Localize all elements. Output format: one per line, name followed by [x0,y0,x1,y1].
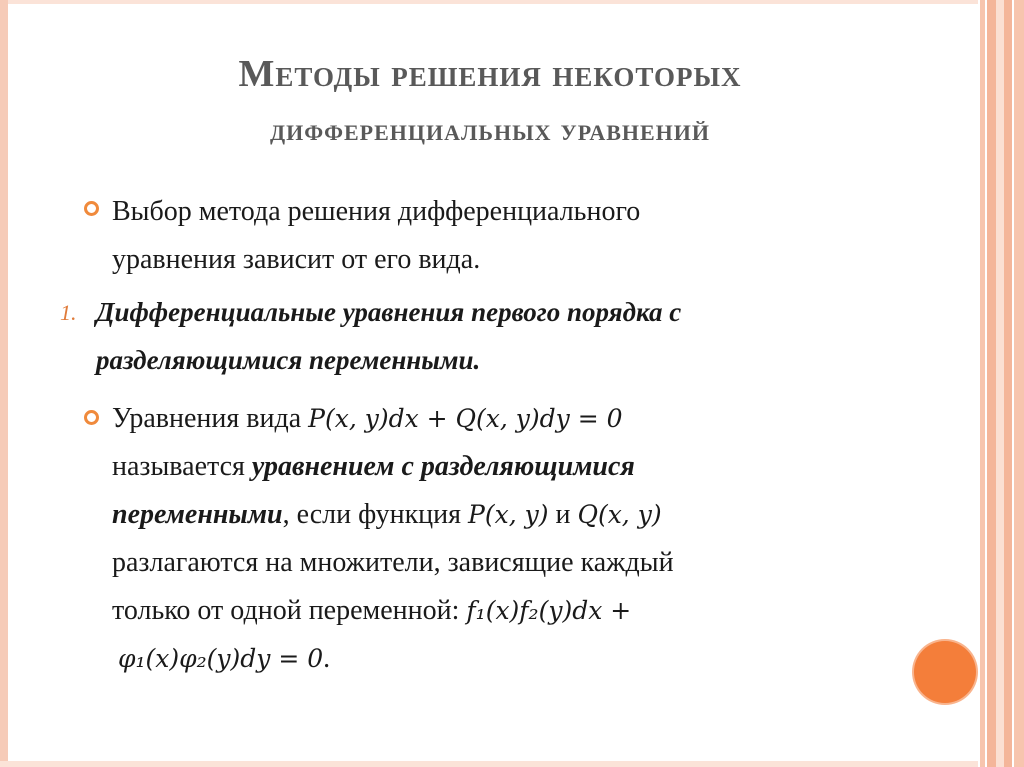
bullet2-line-5 [112,587,674,635]
bullet2-line-1 [112,395,674,443]
bullet2-line5-text: только от одной переменной: [112,595,467,626]
item-number-1: 1. [60,300,77,325]
bullet2-line3-text: , если функция [282,499,469,530]
title-line-1: Методы решения некоторых [238,53,742,95]
bullet-marker-1 [84,201,99,216]
item1-line-1: Дифференциальные уравнения первого порядка с [96,297,682,327]
bullet2-line2-text: называется [112,451,252,482]
item1-line-2: разделяющимися переменными. [96,345,481,375]
bullet2-line-6 [112,635,674,683]
bullet2-line-2 [112,443,674,491]
frame-left [0,0,8,767]
term-separable-2: переменными [112,499,283,530]
bullet2-line-4: разлагаются на множители, зависящие каждый [112,547,674,578]
frame-top [0,0,1024,4]
equation-separable-part1: f₁(x)f₂(y)dx + [466,596,632,625]
right-stripes-decoration [978,0,1024,767]
bullet-text-1 [112,188,640,284]
item-heading-1 [96,288,681,384]
function-q: Q(x, y) [577,500,662,529]
conjunction-and: и [548,499,578,530]
orange-circle-decoration [914,641,976,703]
equation-separable-part2: φ₁(x)φ₂(y)dy = 0 [118,644,324,673]
bullet2-line-3 [112,491,674,539]
bullet-text-2 [112,395,674,683]
bullet2-line6-end: . [323,643,331,674]
frame-bottom [0,761,1024,767]
bullet1-line-2: уравнения зависит от его вида. [112,244,481,275]
bullet-marker-2 [84,410,99,425]
bullet2-line1-text: Уравнения вида [112,403,309,434]
term-separable-1: уравнением с разделяющимися [251,451,635,482]
function-p: P(x, y) [468,500,549,529]
equation-general: P(x, y)dx + Q(x, y)dy = 0 [308,404,623,433]
bullet1-line-1: Выбор метода решения дифференциального [112,196,641,227]
slide-title [60,48,920,158]
title-line-2: дифференциальных уравнений [269,111,711,147]
